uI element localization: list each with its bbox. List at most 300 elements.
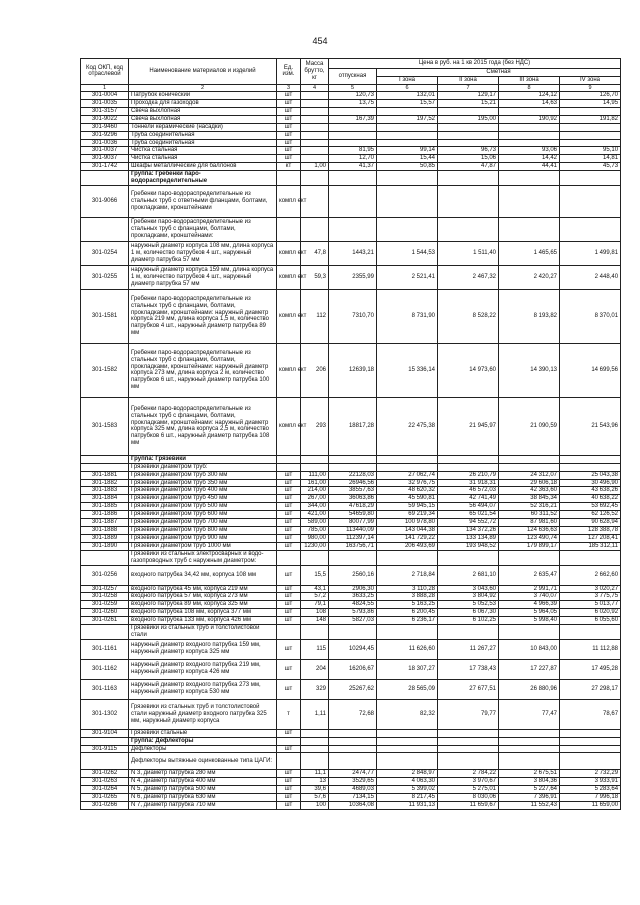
cell-unit: шт [277,593,301,601]
cell-price-zone-3: 2 420,27 [499,265,560,289]
cell-price-zone-2: 56 494,07 [438,503,499,511]
cell-mass: 1230,00 [301,542,329,550]
cell-code: 301-1163 [81,679,129,699]
cell-unit: шт [277,542,301,550]
cell-mass: 15,5 [301,565,329,585]
cell-price-zone-1 [377,131,438,139]
table-row [81,617,621,625]
cell-name: Грязевики из стальных труб и толстолистовой стали [129,625,277,640]
cell-code: 301-1161 [81,639,129,659]
cell-price-zone-1 [377,463,438,471]
cell-name: наружный диаметр корпуса 159 мм, длина корпуса 1 м, количество патрубков 4 шт., наружный диаметр патрубка 57 мм [129,265,277,289]
table-row [81,659,621,679]
cell-price-zone-4: 3 775,75 [560,593,621,601]
cell-price-zone-2 [438,139,499,147]
column-index: 2 [129,84,277,91]
table-row [81,463,621,471]
table-row [81,471,621,479]
cell-mass: 267,00 [301,495,329,503]
cell-code: 301-1883 [81,487,129,495]
cell-price-zone-1: 206 493,69 [377,542,438,550]
cell-unit: шт [277,471,301,479]
cell-price-zone-4: 5 283,64 [560,786,621,794]
cell-unit: шт [277,123,301,131]
header-estimate: Сметная [377,69,621,77]
cell-price-zone-1 [377,729,438,737]
cell-unit: шт [277,565,301,585]
cell-price-release: 4824,55 [329,601,377,609]
cell-code: 301-1581 [81,289,129,343]
cell-price-zone-1: 5 163,25 [377,601,438,609]
cell-price-zone-4: 8 370,01 [560,289,621,343]
cell-price-zone-1: 50,85 [377,163,438,171]
cell-price-zone-4 [560,131,621,139]
cell-code: 301-9022 [81,115,129,123]
column-index: 8 [499,84,560,91]
cell-unit: шт [277,617,301,625]
cell-price-release: 38557,63 [329,487,377,495]
cell-price-zone-1: 141 729,22 [377,534,438,542]
cell-price-zone-2: 21 945,97 [438,397,499,455]
cell-price-zone-4: 185 312,11 [560,542,621,550]
cell-unit: компл ект [277,185,301,217]
cell-price-zone-2 [438,107,499,115]
table-row [81,217,621,241]
cell-code: 301-1742 [81,163,129,171]
cell-code: 301-1890 [81,542,129,550]
cell-name: Грязевики диаметром труб 700 мм [129,519,277,527]
cell-mass: 148 [301,617,329,625]
cell-unit: шт [277,794,301,802]
cell-price-zone-4: 40 638,22 [560,495,621,503]
cell-mass [301,131,329,139]
cell-price-zone-1 [377,123,438,131]
cell-price-zone-4 [560,139,621,147]
cell-mass: 11,1 [301,770,329,778]
cell-code: 301-0257 [81,585,129,593]
cell-price-zone-1 [377,737,438,745]
cell-price-release: 3529,65 [329,778,377,786]
cell-name: Труба соединительная [129,131,277,139]
cell-price-release: 72,68 [329,699,377,729]
cell-price-zone-2: 133 134,89 [438,534,499,542]
cell-price-zone-2 [438,745,499,753]
cell-price-release [329,625,377,640]
cell-unit: шт [277,729,301,737]
cell-price-zone-4: 25 043,38 [560,471,621,479]
cell-price-zone-3 [499,217,560,241]
cell-price-zone-2 [438,185,499,217]
cell-price-zone-2: 11 267,27 [438,639,499,659]
cell-mass: 293 [301,397,329,455]
cell-price-zone-3: 2 675,51 [499,770,560,778]
cell-price-zone-4: 14,95 [560,100,621,108]
cell-price-release: 13,75 [329,100,377,108]
cell-name: Гребенки паро-водораспределительные из стальных труб с ответными фланцами, болтами, прокладками, кронштейнами [129,185,277,217]
cell-price-zone-3: 42 363,60 [499,487,560,495]
cell-price-zone-2: 3 043,60 [438,585,499,593]
cell-name: Группа: Грязевики [129,455,277,463]
cell-price-release: 113440,09 [329,526,377,534]
cell-unit [277,463,301,471]
cell-price-zone-2: 26 210,79 [438,471,499,479]
cell-price-zone-4 [560,217,621,241]
cell-price-zone-4: 27 298,17 [560,679,621,699]
cell-code: 301-0262 [81,770,129,778]
table-row [81,503,621,511]
cell-price-release: 112397,14 [329,534,377,542]
cell-name: Свеча выхлопная [129,115,277,123]
cell-price-zone-2: 134 372,26 [438,526,499,534]
cell-price-zone-3: 1 465,65 [499,241,560,265]
cell-unit: шт [277,601,301,609]
cell-name: входного патрубка 57 мм, корпуса 273 мм [129,593,277,601]
cell-name: Группа: Дефлекторы [129,737,277,745]
cell-unit: шт [277,526,301,534]
cell-price-zone-3: 124,12 [499,92,560,100]
cell-code: 301-1886 [81,511,129,519]
cell-mass: 79,1 [301,601,329,609]
cell-price-release [329,131,377,139]
cell-price-zone-3 [499,463,560,471]
table-row [81,565,621,585]
cell-unit: шт [277,479,301,487]
cell-mass [301,217,329,241]
cell-price-zone-4: 11 659,00 [560,802,621,810]
column-index: 1 [81,84,129,91]
cell-price-zone-4: 127 208,41 [560,534,621,542]
cell-price-zone-1: 143 044,38 [377,526,438,534]
cell-name: входного патрубка 34,42 мм, корпуса 108 мм [129,565,277,585]
cell-price-zone-1: 8 731,90 [377,289,438,343]
cell-code: 301-9115 [81,745,129,753]
cell-price-zone-2: 5 052,53 [438,601,499,609]
table-row [81,155,621,163]
cell-price-zone-2: 11 659,67 [438,802,499,810]
cell-price-zone-1: 69 219,34 [377,511,438,519]
cell-unit: шт [277,519,301,527]
cell-price-zone-3: 29 606,18 [499,479,560,487]
cell-price-zone-4: 2 662,60 [560,565,621,585]
cell-name: N 4, диаметр патрубка 400 мм [129,778,277,786]
cell-price-zone-4 [560,729,621,737]
cell-price-zone-1: 32 976,75 [377,479,438,487]
cell-price-release: 3633,25 [329,593,377,601]
cell-price-zone-3: 124 636,63 [499,526,560,534]
cell-price-release: 5793,86 [329,609,377,617]
cell-price-zone-2: 96,73 [438,147,499,155]
table-row [81,526,621,534]
cell-unit [277,737,301,745]
cell-price-release [329,107,377,115]
cell-mass [301,737,329,745]
cell-price-zone-4: 90 628,94 [560,519,621,527]
cell-price-zone-2 [438,131,499,139]
cell-code: 301-9066 [81,185,129,217]
cell-price-zone-1: 6 236,17 [377,617,438,625]
cell-price-release: 2355,99 [329,265,377,289]
price-table [80,58,621,810]
cell-price-release: 7310,70 [329,289,377,343]
cell-mass: 112 [301,289,329,343]
cell-price-zone-1 [377,625,438,640]
cell-price-zone-1 [377,139,438,147]
table-row [81,289,621,343]
cell-name: N 5, диаметр патрубка 500 мм [129,786,277,794]
cell-price-zone-4: 11 112,88 [560,639,621,659]
cell-unit: шт [277,679,301,699]
cell-mass: 329 [301,679,329,699]
table-row [81,786,621,794]
cell-code: 301-0254 [81,241,129,265]
cell-unit: шт [277,115,301,123]
cell-code: 301-0037 [81,147,129,155]
cell-name: входного патрубка 133 мм, корпуса 426 мм [129,617,277,625]
cell-unit: шт [277,585,301,593]
cell-price-zone-2: 17 738,43 [438,659,499,679]
column-index: 3 [277,84,301,91]
cell-code: 301-1884 [81,495,129,503]
cell-price-zone-1: 82,32 [377,699,438,729]
cell-code: 301-0266 [81,802,129,810]
cell-unit: шт [277,802,301,810]
cell-mass: 980,00 [301,534,329,542]
cell-price-zone-3: 4 966,39 [499,601,560,609]
cell-code: 301-1302 [81,699,129,729]
cell-code [81,171,129,186]
cell-price-zone-4 [560,463,621,471]
cell-name: Грязевики диаметром труб 500 мм [129,503,277,511]
cell-name: Грязевики диаметром труб 600 мм [129,511,277,519]
cell-price-zone-4: 7 996,18 [560,794,621,802]
header-zone-3: III зона [499,77,560,85]
cell-unit: шт [277,487,301,495]
cell-price-zone-2 [438,217,499,241]
cell-price-zone-1: 99,14 [377,147,438,155]
cell-name: Чистка стальная [129,155,277,163]
table-row [81,131,621,139]
cell-unit: шт [277,609,301,617]
cell-price-zone-1: 2 718,84 [377,565,438,585]
cell-name: Гребенки паро-водораспределительные из стальных труб с фланцами, болтами, прокладками, кронштейнами: наружный диаметр корпуса 273 мм, длина корпуса 2 м, количество патрубков 6 шт., наружный диаметр патрубка 100 мм [129,343,277,397]
cell-mass: 161,00 [301,479,329,487]
cell-price-release: 54659,80 [329,511,377,519]
table-row [81,753,621,770]
cell-price-zone-1: 1 544,53 [377,241,438,265]
cell-name: наружный диаметр входного патрубка 273 мм, наружный диаметр корпуса 530 мм [129,679,277,699]
cell-mass: 57,6 [301,794,329,802]
cell-price-release: 25267,62 [329,679,377,699]
table-row [81,778,621,786]
cell-name: N 6, диаметр патрубка 630 мм [129,794,277,802]
cell-price-zone-2: 27 677,51 [438,679,499,699]
cell-price-release [329,217,377,241]
cell-unit: т [277,699,301,729]
cell-mass: 589,00 [301,519,329,527]
cell-price-zone-3 [499,753,560,770]
cell-mass [301,550,329,565]
table-row [81,100,621,108]
cell-mass [301,92,329,100]
cell-price-zone-4: 53 692,45 [560,503,621,511]
cell-code: 301-0261 [81,617,129,625]
cell-price-zone-1: 59 945,15 [377,503,438,511]
cell-price-zone-3 [499,171,560,186]
cell-code: 301-1885 [81,503,129,511]
cell-code: 301-1583 [81,397,129,455]
cell-unit: шт [277,147,301,155]
cell-price-zone-3 [499,745,560,753]
cell-price-zone-2: 14 973,60 [438,343,499,397]
cell-price-zone-4: 191,82 [560,115,621,123]
cell-price-zone-3 [499,550,560,565]
cell-unit: шт [277,92,301,100]
cell-mass [301,171,329,186]
cell-price-release [329,550,377,565]
group-header-row [81,171,621,186]
cell-price-zone-1 [377,217,438,241]
cell-price-release: 12,70 [329,155,377,163]
cell-price-zone-4 [560,753,621,770]
cell-price-release: 163756,71 [329,542,377,550]
cell-price-zone-4: 126,70 [560,92,621,100]
cell-name: Свеча выхлопная [129,107,277,115]
column-index: 4 [301,84,329,91]
table-row [81,550,621,565]
table-row [81,487,621,495]
cell-price-zone-3 [499,131,560,139]
cell-price-zone-4: 62 126,52 [560,511,621,519]
table-row [81,593,621,601]
cell-price-zone-4: 1 499,81 [560,241,621,265]
cell-unit [277,625,301,640]
cell-mass: 1,11 [301,699,329,729]
cell-name: Грязевики диаметром труб 900 мм [129,534,277,542]
cell-price-zone-3: 7 396,91 [499,794,560,802]
cell-code: 301-0264 [81,786,129,794]
cell-unit: кт [277,163,301,171]
table-row [81,397,621,455]
cell-price-zone-3: 24 312,07 [499,471,560,479]
cell-price-zone-2: 2 784,22 [438,770,499,778]
cell-price-zone-3: 38 845,34 [499,495,560,503]
header-zone-1: I зона [377,77,438,85]
table-row [81,123,621,131]
cell-price-release: 2906,30 [329,585,377,593]
cell-mass: 47,8 [301,241,329,265]
cell-mass: 785,00 [301,526,329,534]
cell-price-zone-2: 193 948,52 [438,542,499,550]
cell-name: Дефлекторы [129,745,277,753]
cell-code: 301-1888 [81,526,129,534]
cell-mass: 57,2 [301,593,329,601]
table-row [81,265,621,289]
cell-price-zone-3: 5 964,05 [499,609,560,617]
cell-mass: 214,00 [301,487,329,495]
cell-price-release: 5827,03 [329,617,377,625]
header-unit: Ед. изм. [277,59,301,85]
cell-price-zone-3: 14 390,13 [499,343,560,397]
cell-code [81,737,129,745]
cell-price-zone-3 [499,455,560,463]
table-row [81,479,621,487]
cell-price-release [329,745,377,753]
cell-price-zone-3: 8 193,82 [499,289,560,343]
table-row [81,794,621,802]
cell-price-zone-3: 77,47 [499,699,560,729]
cell-code: 301-9104 [81,729,129,737]
cell-price-zone-1: 15 336,14 [377,343,438,397]
cell-price-zone-1: 22 475,38 [377,397,438,455]
cell-price-release: 2560,16 [329,565,377,585]
cell-price-release: 167,39 [329,115,377,123]
cell-mass [301,123,329,131]
cell-price-zone-4: 3 020,27 [560,585,621,593]
header-zone-2: II зона [438,77,499,85]
cell-mass: 39,6 [301,786,329,794]
cell-price-zone-1: 132,01 [377,92,438,100]
cell-price-zone-1 [377,171,438,186]
cell-code: 301-3157 [81,107,129,115]
cell-price-zone-3: 123 490,74 [499,534,560,542]
cell-price-release: 10364,08 [329,802,377,810]
cell-code: 301-1582 [81,343,129,397]
cell-mass [301,745,329,753]
cell-price-zone-2: 15,06 [438,155,499,163]
cell-price-zone-3: 60 311,52 [499,511,560,519]
cell-code [81,625,129,640]
cell-mass: 115 [301,639,329,659]
cell-price-zone-1 [377,185,438,217]
table-row [81,802,621,810]
cell-unit: шт [277,659,301,679]
cell-price-release: 41,37 [329,163,377,171]
cell-price-zone-3: 44,41 [499,163,560,171]
cell-name: Дефлекторы вытяжные оцинкованные типа ЦАГИ: [129,753,277,770]
cell-price-zone-2: 3 804,92 [438,593,499,601]
cell-unit [277,171,301,186]
cell-mass: 204 [301,659,329,679]
cell-name: входного патрубка 45 мм, корпуса 219 мм [129,585,277,593]
cell-price-zone-1 [377,753,438,770]
cell-price-release [329,123,377,131]
cell-price-zone-3: 179 899,17 [499,542,560,550]
cell-unit: шт [277,778,301,786]
cell-price-zone-2 [438,729,499,737]
cell-price-zone-1: 3 110,28 [377,585,438,593]
cell-code: 301-0260 [81,609,129,617]
cell-name: наружный диаметр входного патрубка 159 мм, наружный диаметр корпуса 325 мм [129,639,277,659]
column-index: 5 [329,84,377,91]
cell-price-zone-3: 21 090,59 [499,397,560,455]
cell-price-zone-4 [560,107,621,115]
cell-code: 301-0004 [81,92,129,100]
table-row [81,609,621,617]
cell-price-zone-1: 100 978,80 [377,519,438,527]
cell-code: 301-0256 [81,565,129,585]
cell-price-zone-2: 94 552,72 [438,519,499,527]
cell-price-zone-4: 21 543,96 [560,397,621,455]
header-mass: Масса брутто, кг [301,59,329,85]
cell-mass [301,147,329,155]
table-row [81,185,621,217]
cell-unit [277,217,301,241]
cell-price-zone-3 [499,185,560,217]
cell-code [81,217,129,241]
column-index: 9 [560,84,621,91]
cell-code: 301-0263 [81,778,129,786]
cell-code: 301-0036 [81,139,129,147]
